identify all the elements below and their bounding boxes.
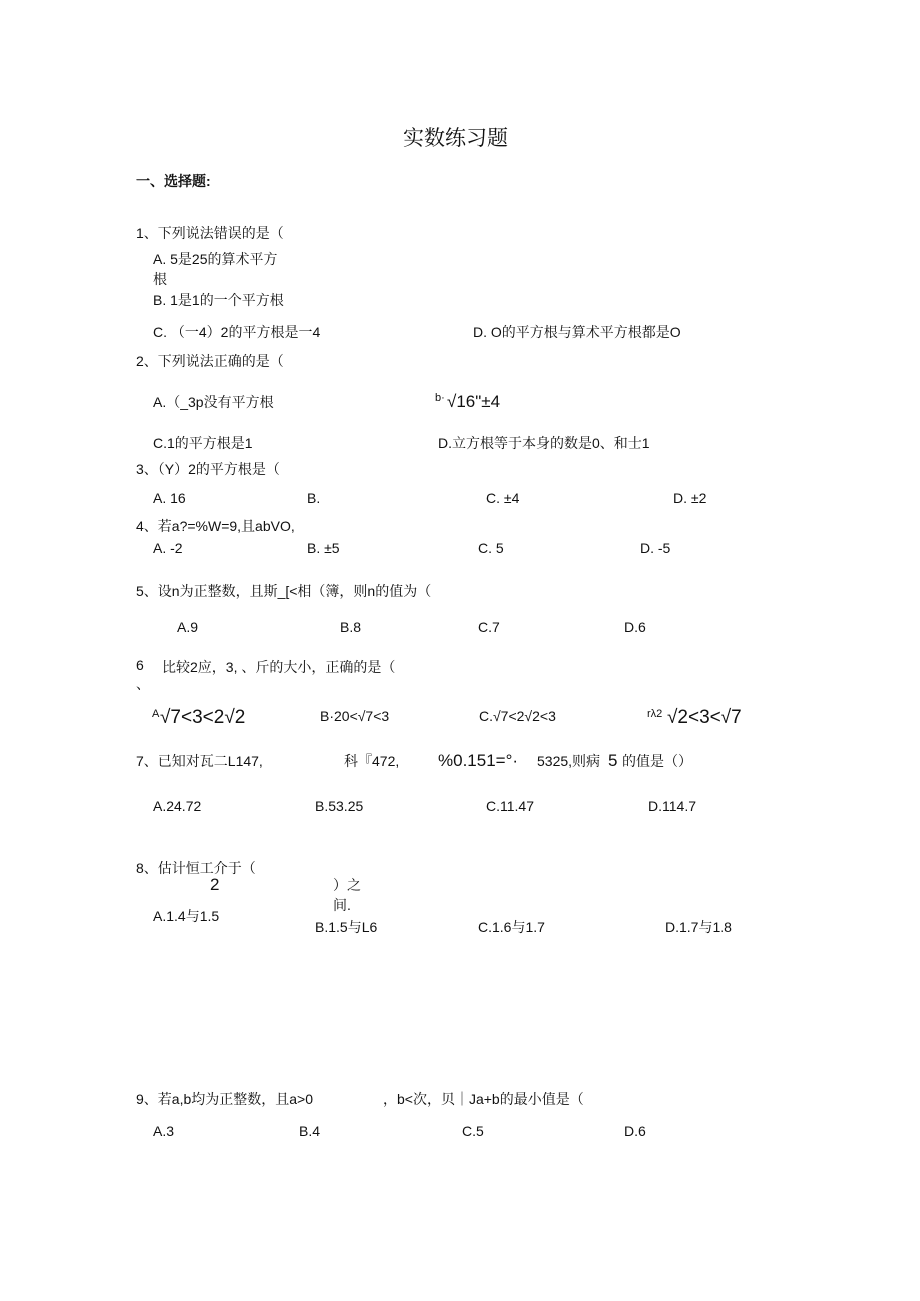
q7-stem-part3: %0.151=°· — [438, 751, 519, 770]
q7-stem-five: 5 — [608, 751, 618, 770]
q1-option-b: B. 1是1的一个平方根 — [153, 292, 284, 308]
q2-stem: 2、下列说法正确的是（ — [136, 353, 284, 369]
q4-option-c: C. 5 — [478, 540, 504, 556]
q7-option-a: A.24.72 — [153, 798, 202, 814]
q2-option-a: A.（_3p没有平方根 — [153, 394, 274, 410]
q3-option-d: D. ±2 — [673, 490, 707, 506]
q6-number: 6 — [136, 657, 144, 673]
q2-option-c: C.1的平方根是1 — [153, 435, 253, 451]
q4-stem: 4、若a?=%W=9,且abVO, — [136, 518, 295, 534]
page-title: 实数练习题 — [403, 126, 508, 150]
q1-option-d: D. O的平方根与算术平方根都是O — [473, 324, 681, 340]
q6-option-d: √2<3<√7 — [667, 707, 742, 728]
q7-stem-part2: 科『472, — [344, 753, 400, 769]
q4-option-a: A. -2 — [153, 540, 183, 556]
q4-option-b: B. ±5 — [307, 540, 340, 556]
q6-option-a-label: A — [152, 708, 160, 720]
q8-option-d: D.1.7与1.8 — [665, 919, 732, 935]
q1-option-a-cont: 根 — [153, 271, 167, 287]
q6-option-d-label: rλ2 — [647, 708, 663, 720]
q5-option-c: C.7 — [478, 619, 500, 635]
section-heading: 一、选择题: — [136, 173, 211, 189]
q8-stem: 8、估计恒工介于（ — [136, 860, 256, 876]
q2-option-b-label: b· — [435, 392, 445, 404]
q6-number-mark: 、 — [136, 676, 150, 692]
q1-option-a: A. 5是25的算术平方 — [153, 251, 278, 267]
q5-stem: 5、设n为正整数，且斯_[<相（簿，则n的值为（ — [136, 583, 432, 599]
q8-denominator: 2 — [210, 875, 220, 894]
q2-option-b: √16"±4 — [447, 392, 501, 411]
q6-option-c: C.√7<2√2<3 — [479, 708, 556, 724]
q6-stem: 比较2应，3, 、斤的大小，正确的是（ — [162, 659, 396, 675]
q7-option-c: C.11.47 — [486, 798, 534, 814]
q7-stem-tail: 的值是（） — [622, 753, 692, 769]
q5-option-b: B.8 — [340, 619, 362, 635]
q9-option-b: B.4 — [299, 1123, 321, 1139]
q8-option-c: C.1.6与1.7 — [478, 919, 545, 935]
q7-option-b: B.53.25 — [315, 798, 364, 814]
q8-option-a: A.1.4与1.5 — [153, 908, 220, 924]
q6-option-a: √7<3<2√2 — [160, 707, 246, 728]
q1-option-c: C. （一4）2的平方根是一4 — [153, 324, 321, 340]
q9-stem: 9、若a,b均为正整数，且a>0 — [136, 1091, 313, 1107]
q8-stem-tail: ）之 — [333, 877, 361, 893]
q8-stem-tail-2: 间. — [333, 897, 351, 913]
q8-option-b: B.1.5与L6 — [315, 919, 378, 935]
q9-option-c: C.5 — [462, 1123, 484, 1139]
q7-stem-part3-small: 5325,则病 — [537, 753, 601, 769]
q1-stem: 1、下列说法错误的是（ — [136, 225, 284, 241]
q2-option-d: D.立方根等于本身的数是0、和士1 — [438, 435, 650, 451]
q5-option-d: D.6 — [624, 619, 646, 635]
q9-stem-mid: ，b<次，贝｜Ja+b的最小值是（ — [383, 1091, 584, 1107]
q3-option-c: C. ±4 — [486, 490, 520, 506]
q3-stem: 3、（Y）2的平方根是（ — [136, 461, 280, 477]
q9-option-d: D.6 — [624, 1123, 646, 1139]
q3-option-a: A. 16 — [153, 490, 186, 506]
q9-option-a: A.3 — [153, 1123, 175, 1139]
q4-option-d: D. -5 — [640, 540, 671, 556]
q7-stem: 7、已知对瓦二L147, — [136, 753, 263, 769]
q3-option-b: B. — [307, 490, 321, 506]
q6-option-b: B·20<√7<3 — [320, 708, 390, 724]
q5-option-a: A.9 — [177, 619, 199, 635]
q7-option-d: D.114.7 — [648, 798, 696, 814]
